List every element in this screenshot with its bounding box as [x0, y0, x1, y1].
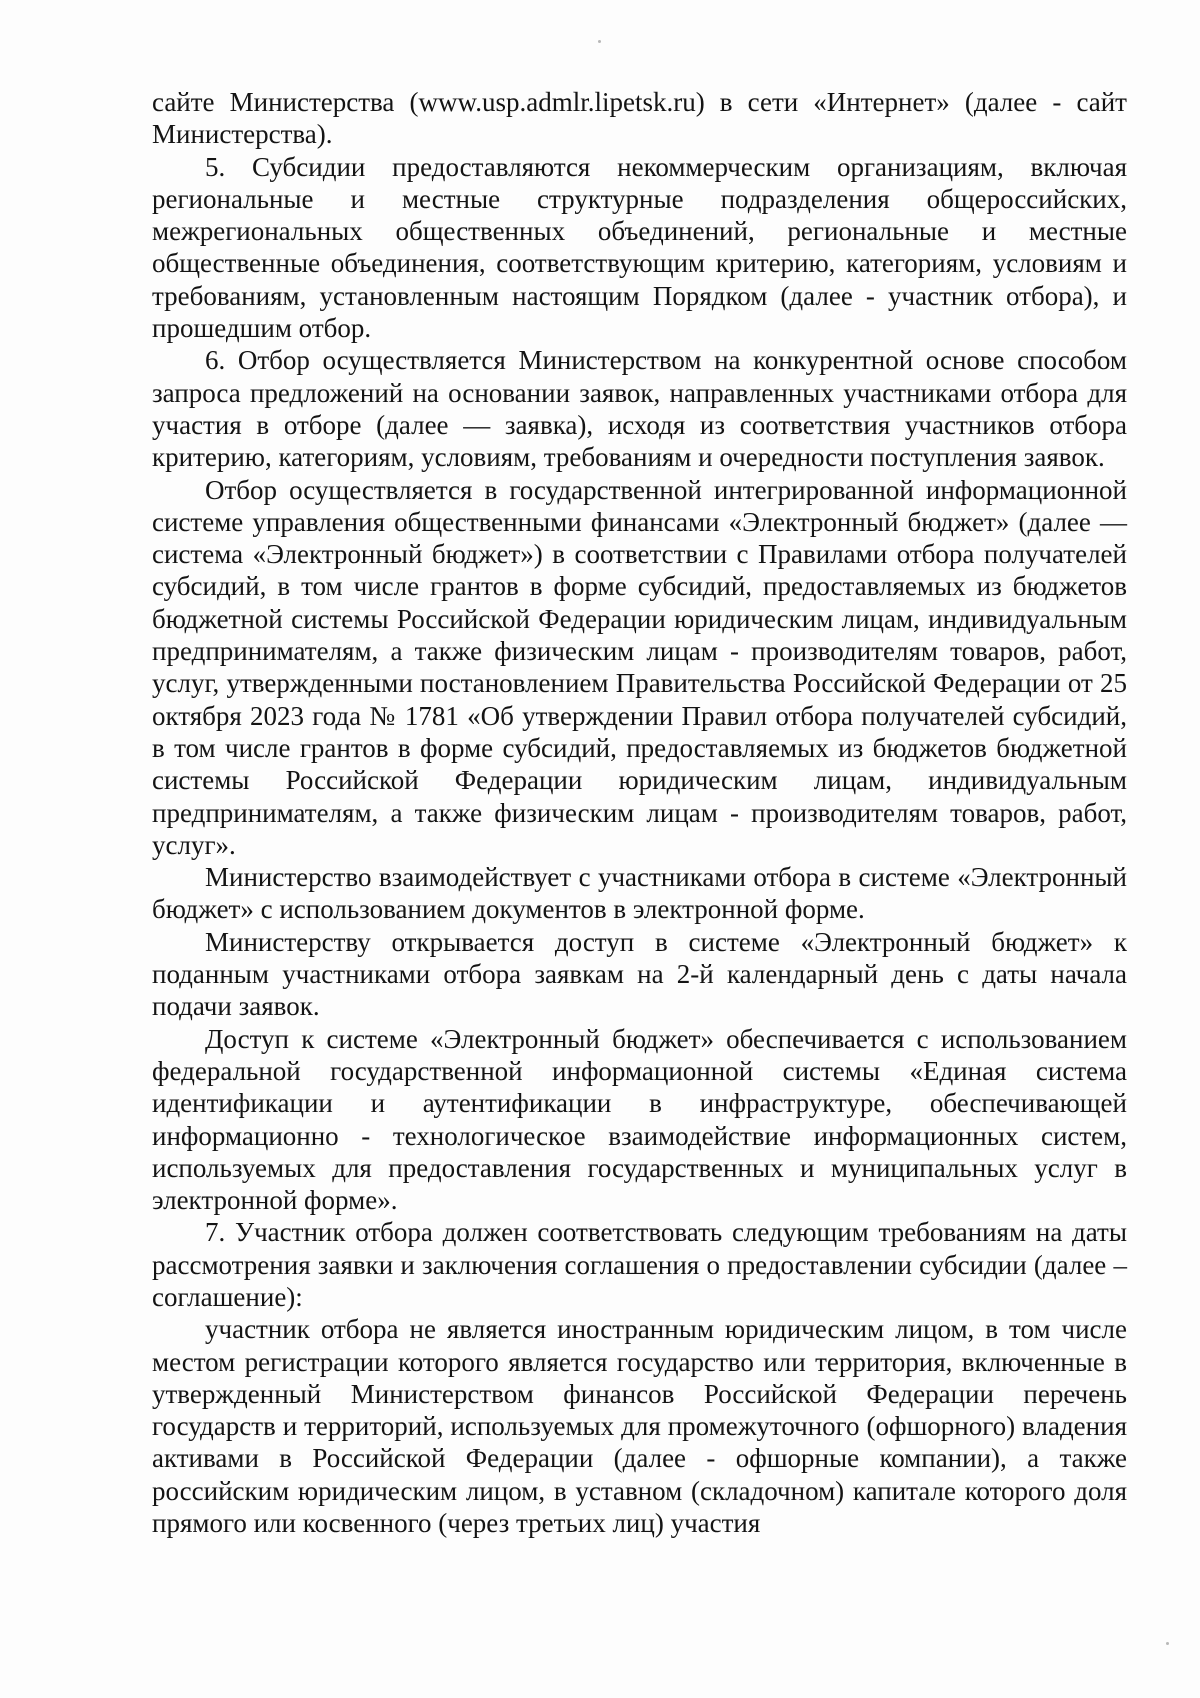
- paragraph-interaction: Министерство взаимодействует с участниками отбора в системе «Электронный бюджет» с использованием документов в электронной форме.: [152, 862, 1127, 925]
- paragraph-access-esia: Доступ к системе «Электронный бюджет» обеспечивается с использованием федеральной государственной информационной системы «Единая система идентификации и аутентификации в инфраструктуре, обеспечивающей информационно - технологическое взаимодействие информационных систем, используемых для предоставления государственных и муниципальных услуг в электронной форме».: [152, 1023, 1127, 1216]
- paragraph-item-6: 6. Отбор осуществляется Министерством на конкурентной основе способом запроса предложений на основании заявок, направленных участниками отбора для участия в отборе (далее — заявка), исходя из соответствия участников отбора критерию, категориям, условиям, требованиям и очередности поступления заявок.: [152, 345, 1127, 473]
- paragraph-item-5: 5. Субсидии предоставляются некоммерческим организациям, включая региональные и местные структурные подразделения общероссийских, межрегиональных общественных объединений, региональные и местные общественные объединения, соответствующим критерию, категориям, условиям и требованиям, установленным настоящим Порядком (далее - участник отбора), и прошедшим отбор.: [152, 151, 1127, 344]
- scan-speck: [1166, 1642, 1169, 1645]
- paragraph-requirement-offshore: участник отбора не является иностранным юридическим лицом, в том числе местом регистрации которого является государство или территория, включенные в утвержденный Министерством финансов Российской Федерации перечень государств и территорий, используемых для промежуточного (офшорного) владения активами в Российской Федерации (далее - офшорные компании), а также российским юридическим лицом, в уставном (складочном) капитале которого доля прямого или косвенного (через третьих лиц) участия: [152, 1314, 1127, 1539]
- scan-speck: [598, 40, 601, 43]
- paragraph-continuation: сайте Министерства (www.usp.admlr.lipetsk.ru) в сети «Интернет» (далее - сайт Министерства).: [152, 87, 1127, 150]
- paragraph-item-7: 7. Участник отбора должен соответствовать следующим требованиям на даты рассмотрения заявки и заключения соглашения о предоставлении субсидии (далее – соглашение):: [152, 1217, 1127, 1312]
- document-body: [152, 86, 1127, 1539]
- paragraph-selection-system: Отбор осуществляется в государственной интегрированной информационной системе управления общественными финансами «Электронный бюджет» (далее — система «Электронный бюджет») в соответствии с Правилами отбора получателей субсидий, в том числе грантов в форме субсидий, предоставляемых из бюджетов бюджетной системы Российской Федерации юридическим лицам, индивидуальным предпринимателям, а также физическим лицам - производителям товаров, работ, услуг, утвержденными постановлением Правительства Российской Федерации от 25 октября 2023 года № 1781 «Об утверждении Правил отбора получателей субсидий, в том числе грантов в форме субсидий, предоставляемых из бюджетов бюджетной системы Российской Федерации юридическим лицам, индивидуальным предпринимателям, а также физическим лицам - производителям товаров, работ, услуг».: [152, 474, 1127, 860]
- paragraph-access-opening: Министерству открывается доступ в системе «Электронный бюджет» к поданным участниками отбора заявкам на 2-й календарный день с даты начала подачи заявок.: [152, 926, 1127, 1022]
